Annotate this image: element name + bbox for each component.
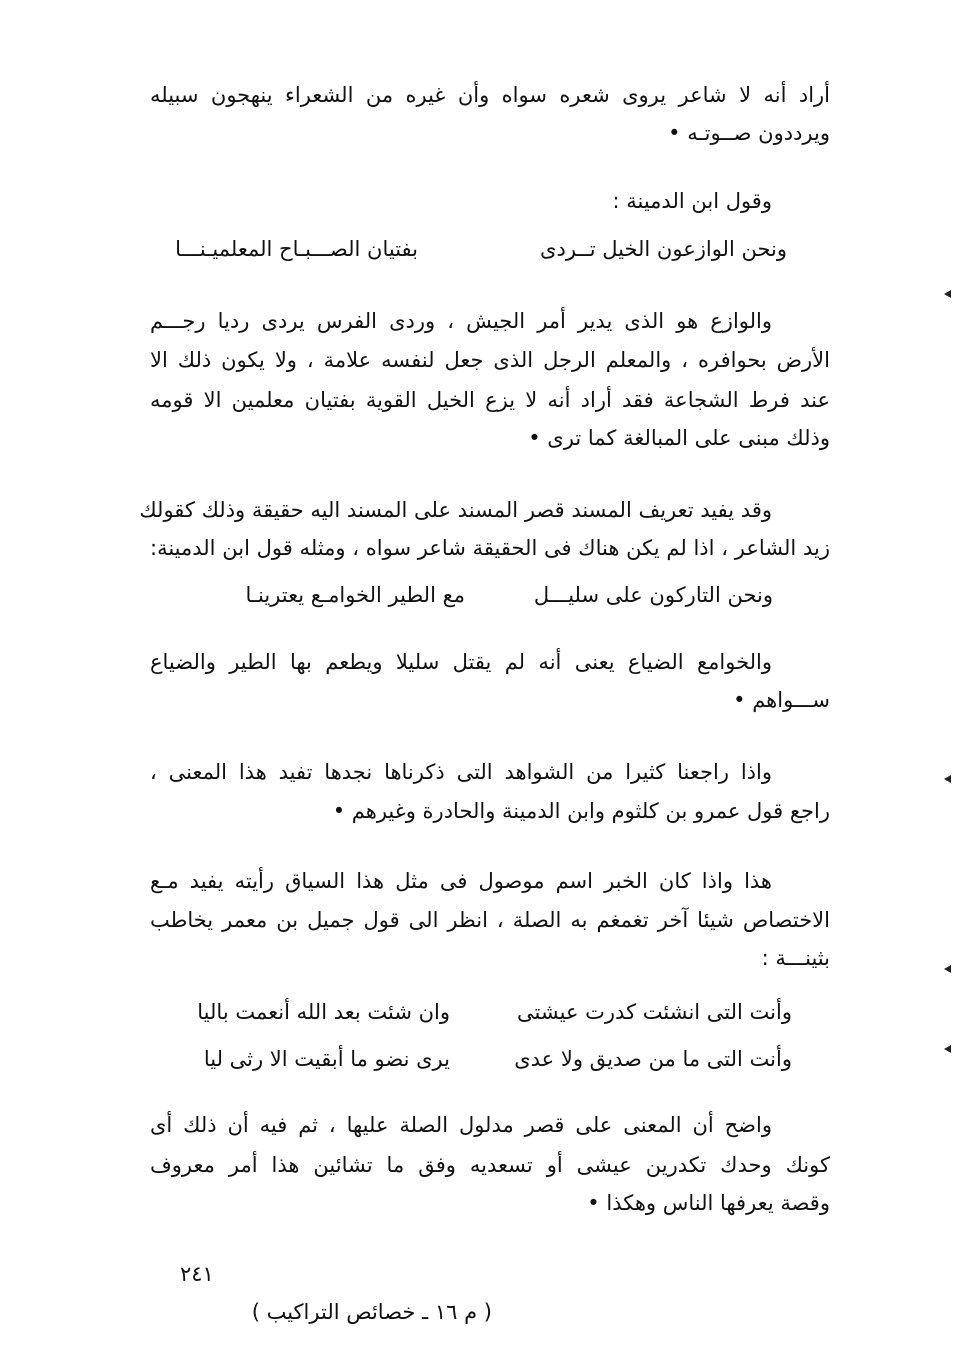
text-line: أراد أنه لا شاعر يروى شعره سواه وأن غيره من الشعراء ينهجون سبيله (150, 83, 830, 107)
text-line: عند فرط الشجاعة فقد أراد أنه لا يزع الخيل القوية بفتيان معلمين الا قومه (150, 388, 830, 412)
verse-first-hemistich: ونحن التاركون على سليـــل (533, 583, 773, 607)
margin-mark-icon (944, 290, 951, 298)
text-line: واضح أن المعنى على قصر مدلول الصلة عليها ، ثم فيه أن ذلك أى (150, 1113, 772, 1137)
text-line: كونك وحدك تكدرين عيشى أو تسعديه وفق ما تشائين هذا أمر معروف (150, 1153, 830, 1177)
verse-first-hemistich: وأنت التى انشئت كدرت عيشتى (517, 1000, 792, 1024)
verse-first-hemistich: وأنت التى ما من صديق ولا عدى (514, 1047, 792, 1071)
text-line: الاختصاص شيئا آخر تغمغم به الصلة ، انظر الى قول جميل بن معمر يخاطب (150, 908, 830, 932)
margin-mark-icon (944, 1045, 951, 1053)
text-line: وقصة يعرفها الناس وهكذا • (587, 1191, 830, 1215)
verse-second-hemistich: مع الطير الخوامـع يعترينـا (245, 583, 465, 607)
footer-signature: ( م ١٦ ـ خصائص التراكيب ) (251, 1300, 492, 1324)
text-line: ســـواهم • (733, 688, 830, 712)
text-line: هذا واذا كان الخبر اسم موصول فى مثل هذا السياق رأيته يفيد مـع (150, 869, 772, 893)
text-line: الأرض بحوافره ، والمعلم الرجل الذى جعل لنفسه علامة ، ولا يكون ذلك الا (150, 348, 830, 372)
verse-second-hemistich: وان شئت بعد الله أنعمت باليا (197, 1000, 450, 1024)
text-line: والوازع هو الذى يدير أمر الجيش ، وردى الفرس يردى رديا رجـــم (150, 309, 772, 333)
text-line: وذلك مبنى على المبالغة كما ترى • (528, 426, 830, 450)
text-line: والخوامع الضياع يعنى أنه لم يقتل سليلا ويطعم بها الطير والضياع (150, 650, 772, 674)
text-line: وقد يفيد تعريف المسند قصر المسند على المسند اليه حقيقة وذلك كقولك (139, 498, 772, 522)
verse-second-hemistich: بفتيان الصـــبـاح المعلميـنـــا (175, 237, 418, 261)
text-line: ويرددون صــوتـه • (668, 121, 830, 145)
verse-second-hemistich: يرى نضو ما أبقيت الا رثى ليا (203, 1047, 450, 1071)
text-line: واذا راجعنا كثيرا من الشواهد التى ذكرناها نجدها تفيد هذا المعنى ، (150, 760, 772, 784)
page-number: ٢٤١ (180, 1262, 214, 1286)
margin-mark-icon (944, 965, 951, 973)
text-line: وقول ابن الدمينة : (612, 189, 772, 213)
text-line: زيد الشاعر ، اذا لم يكن هناك فى الحقيقة شاعر سواه ، ومثله قول ابن الدمينة: (150, 536, 830, 560)
verse-first-hemistich: ونحن الوازعون الخيل تــردى (540, 237, 787, 261)
text-line: بثينـــة : (761, 946, 830, 970)
margin-mark-icon (944, 775, 951, 783)
text-line: راجع قول عمرو بن كلثوم وابن الدمينة والحادرة وغيرهم • (332, 799, 830, 823)
